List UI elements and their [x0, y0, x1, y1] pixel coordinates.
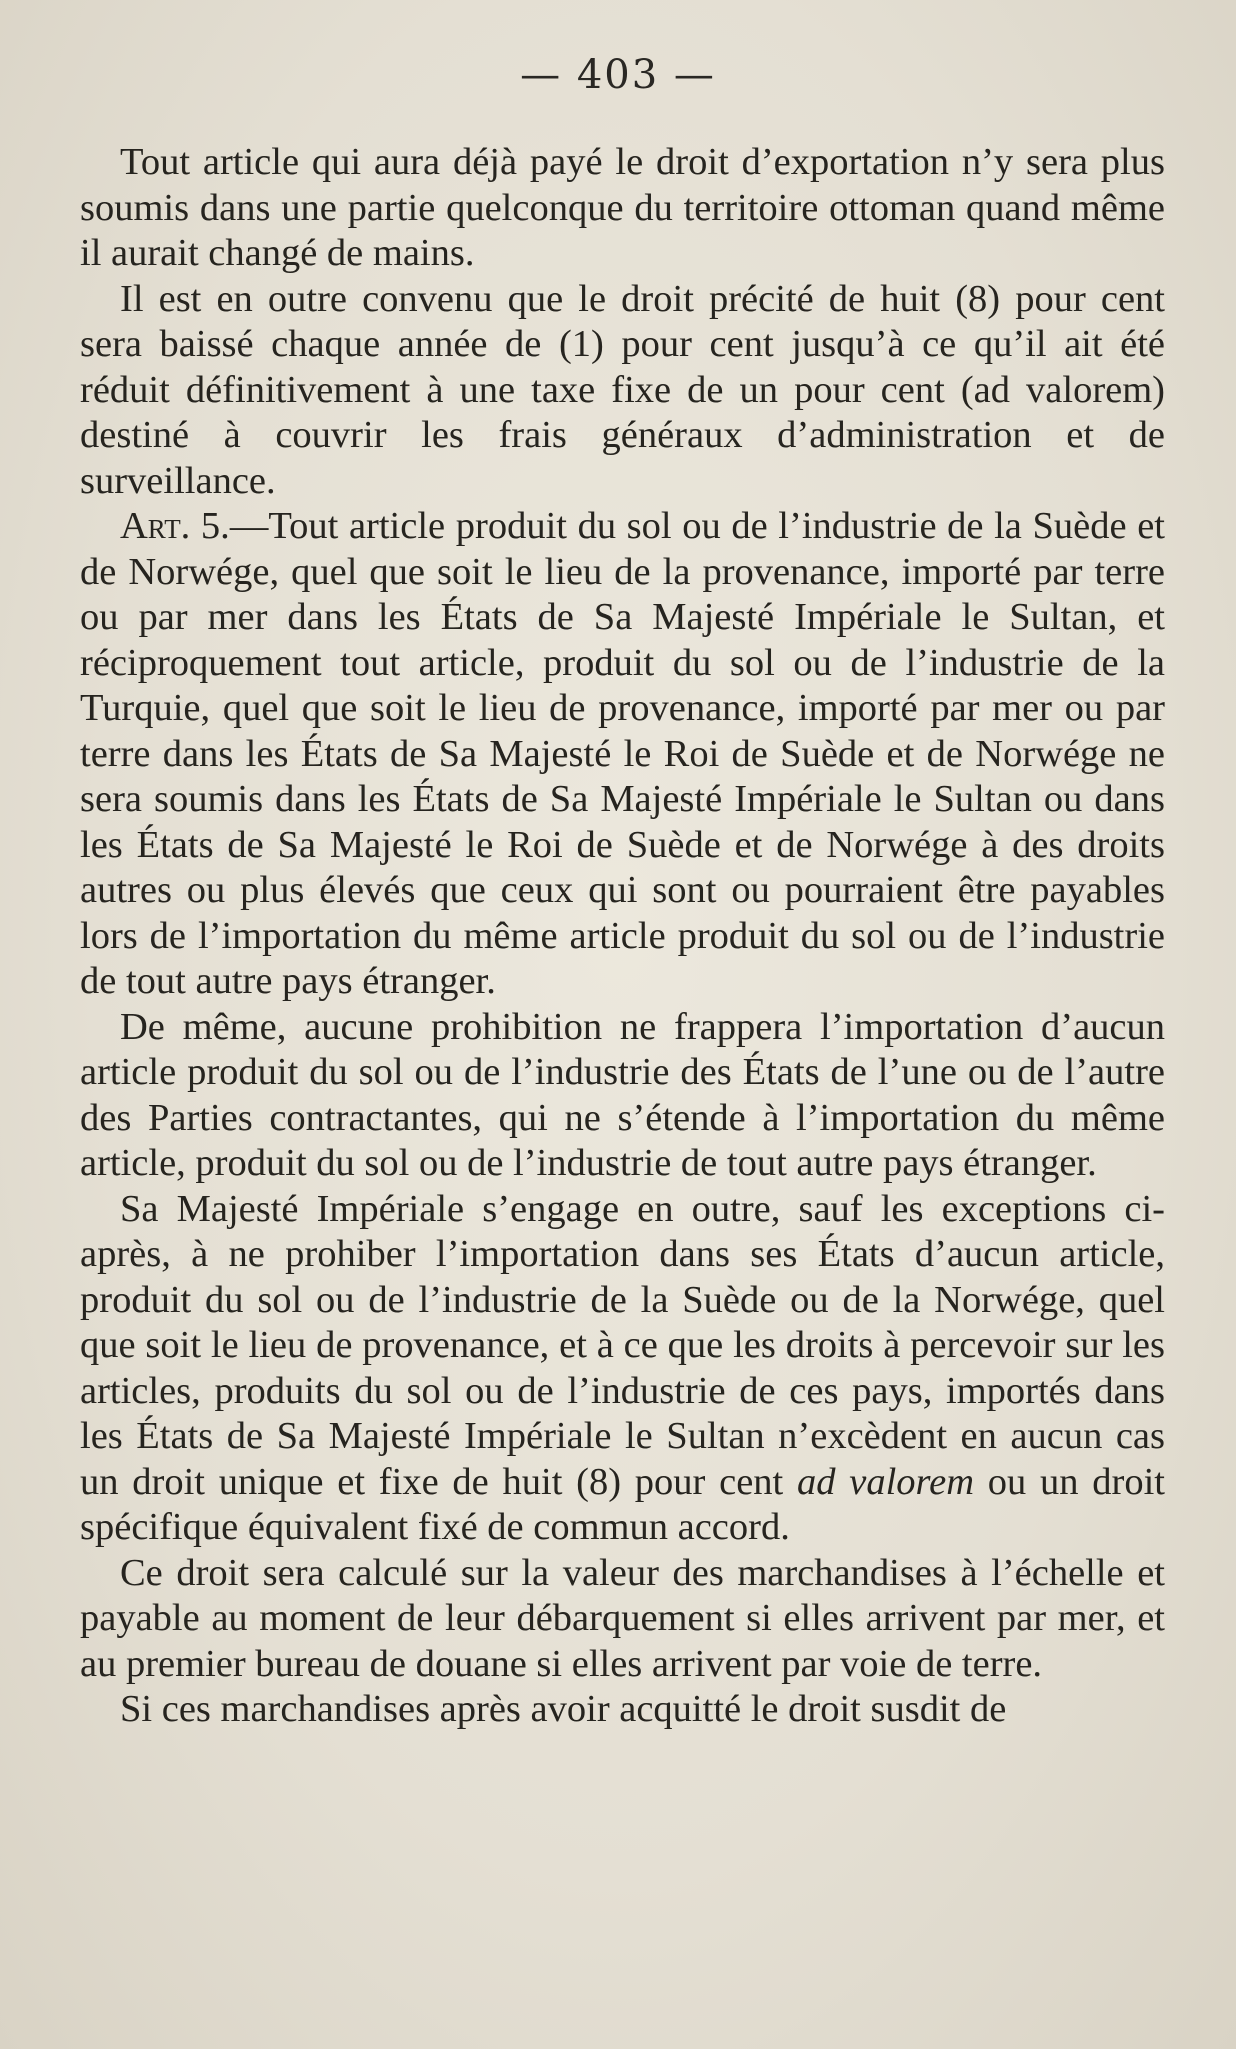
paragraph-7: Si ces marchandises après avoir acquitté le droit susdit de [120, 1688, 1007, 1730]
body-text [80, 140, 1165, 1733]
article-5-text: —Tout article produit du sol ou de l’industrie de la Suède et de Norwége, quel que soit le lieu de la provenance, importé par terre ou par mer dans les États de Sa Majesté Impériale le Sultan, et réciproquement tout article, produit du sol ou de l’industrie de la Turquie, quel que soit le lieu de provenance, importé par mer ou par terre dans les États de Sa Majesté le Roi de Suède et de Norwége ne sera soumis dans les États de Sa Majesté Impériale le Sultan ou dans les États de Sa Majesté le Roi de Suède et de Norwége à des droits autres ou plus élevés que ceux qui sont ou pourraient être payables lors de l’importation du même article produit du sol ou de l’industrie de tout autre pays étranger. [80, 505, 1165, 1002]
paragraph-4: De même, aucune prohibition ne frappera l’importation d’aucun article produit du sol ou de l’industrie des États de l’une ou de l’autre des Parties contractantes, qui ne s’étende à l’importation du même article, produit du sol ou de l’industrie de tout autre pays étranger. [80, 1005, 1165, 1184]
paragraph-article-5 [80, 504, 1165, 1005]
paragraph-6: Ce droit sera calculé sur la valeur des marchandises à l’échelle et payable au moment de leur débarquement si elles arrivent par mer, et au premier bureau de douane si elles arrivent par voie de terre. [80, 1551, 1165, 1685]
article-label: Art. 5. [120, 505, 230, 547]
page-number: — 403 — [520, 52, 716, 98]
paragraph-1: Tout article qui aura déjà payé le droit d’exportation n’y sera plus soumis dans une partie quelconque du territoire ottoman quand même il aurait changé de mains. [80, 141, 1165, 274]
paragraph-5-text-after: ou un droit spécifique équivalent fixé de commun accord. [80, 1460, 1165, 1548]
paragraph-5 [80, 1187, 1165, 1551]
ad-valorem-italic: ad valorem [797, 1460, 975, 1503]
paragraph-2: Il est en outre convenu que le droit précité de huit (8) pour cent sera baissé chaque année de (1) pour cent jusqu’à ce qu’il ait été réduit définitivement à une taxe fixe de un pour cent (ad valorem) destiné à couvrir les frais généraux d’administration et de surveillance. [80, 277, 1165, 502]
paragraph-5-text-before: Sa Majesté Impériale s’engage en outre, sauf les exceptions ci-après, à ne prohiber l’importation dans ses États d’aucun article, produit du sol ou de l’industrie de la Suède ou de la Norwége, quel que soit le lieu de provenance, et à ce que les droits à percevoir sur les articles, produits du sol ou de l’industrie de ces pays, importés dans les États de Sa Majesté Impériale le Sultan n’excèdent en aucun cas un droit unique et fixe de huit (8) pour cent [80, 1187, 1165, 1503]
